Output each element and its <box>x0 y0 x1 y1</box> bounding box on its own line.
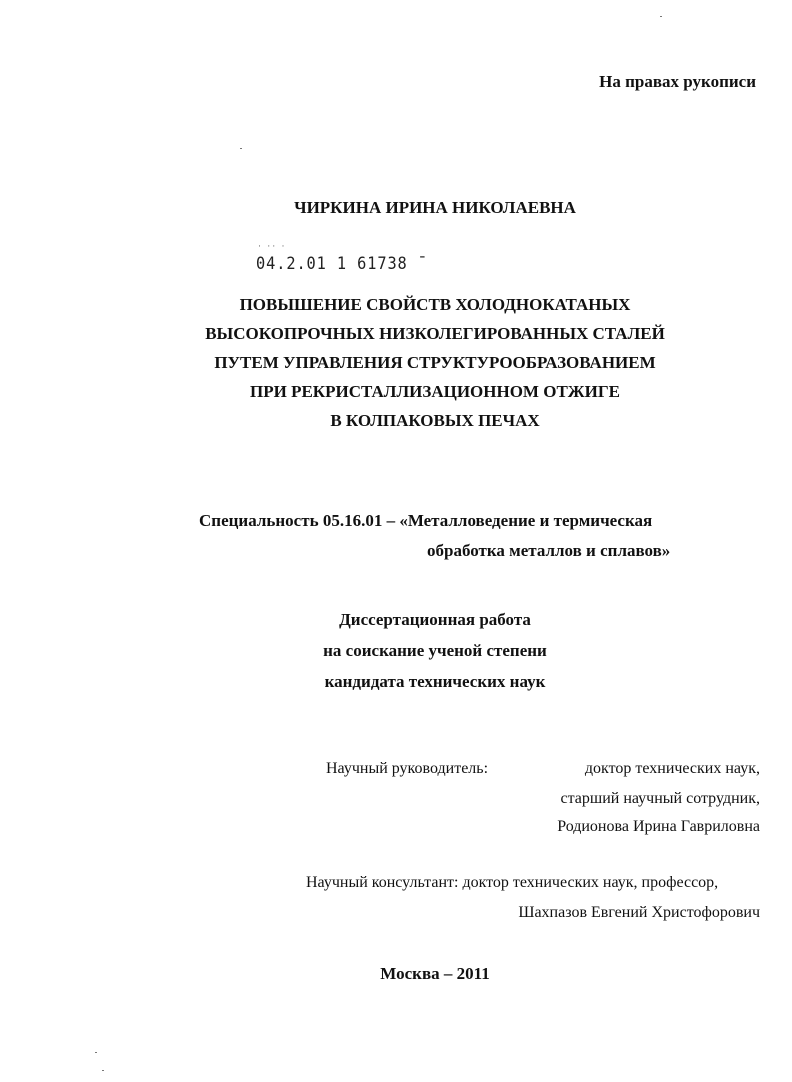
scan-speck <box>240 148 242 149</box>
specialty-line-1: Специальность 05.16.01 – «Металловедение и термическая <box>199 511 653 530</box>
title-line: ПУТЕМ УПРАВЛЕНИЯ СТРУКТУРООБРАЗОВАНИЕМ <box>214 353 656 372</box>
title-line: ПОВЫШЕНИЕ СВОЙСТВ ХОЛОДНОКАТАНЫХ <box>239 295 631 314</box>
stamp-code: 04.2.01 1 61738 <box>256 254 408 274</box>
supervisor-position: старший научный сотрудник, <box>560 790 760 807</box>
stamp-tick: ˉ <box>407 254 428 274</box>
title-line: ПРИ РЕКРИСТАЛЛИЗАЦИОННОМ ОТЖИГЕ <box>250 382 620 401</box>
title-line: ВЫСОКОПРОЧНЫХ НИЗКОЛЕГИРОВАННЫХ СТАЛЕЙ <box>205 324 665 343</box>
stamp-mark: · ·· · <box>258 241 287 251</box>
dissertation-title <box>0 290 792 435</box>
supervisor-name: Родионова Ирина Гавриловна <box>557 818 760 835</box>
registration-stamp <box>256 254 428 274</box>
supervisor-degree: доктор технических наук, <box>584 760 760 777</box>
scan-speck <box>660 16 662 17</box>
specialty-line-2: обработка металлов и сплавов» <box>427 541 671 560</box>
supervisor-label: Научный руководитель: <box>326 760 489 777</box>
dissertation-type <box>0 604 792 697</box>
city-year: Москва – 2011 <box>380 964 490 983</box>
title-line: В КОЛПАКОВЫХ ПЕЧАХ <box>330 411 540 430</box>
scan-speck <box>102 1070 104 1071</box>
author-name: ЧИРКИНА ИРИНА НИКОЛАЕВНА <box>294 198 576 217</box>
consultant-line: Научный консультант: доктор технических наук, профессор, <box>306 874 719 891</box>
rights-notice: На правах рукописи <box>599 72 756 91</box>
dissertation-line: кандидата технических наук <box>324 672 546 691</box>
dissertation-line: на соискание ученой степени <box>323 641 547 660</box>
scan-speck <box>95 1052 97 1053</box>
dissertation-line: Диссертационная работа <box>339 610 531 629</box>
consultant-name: Шахпазов Евгений Христофорович <box>518 904 760 921</box>
